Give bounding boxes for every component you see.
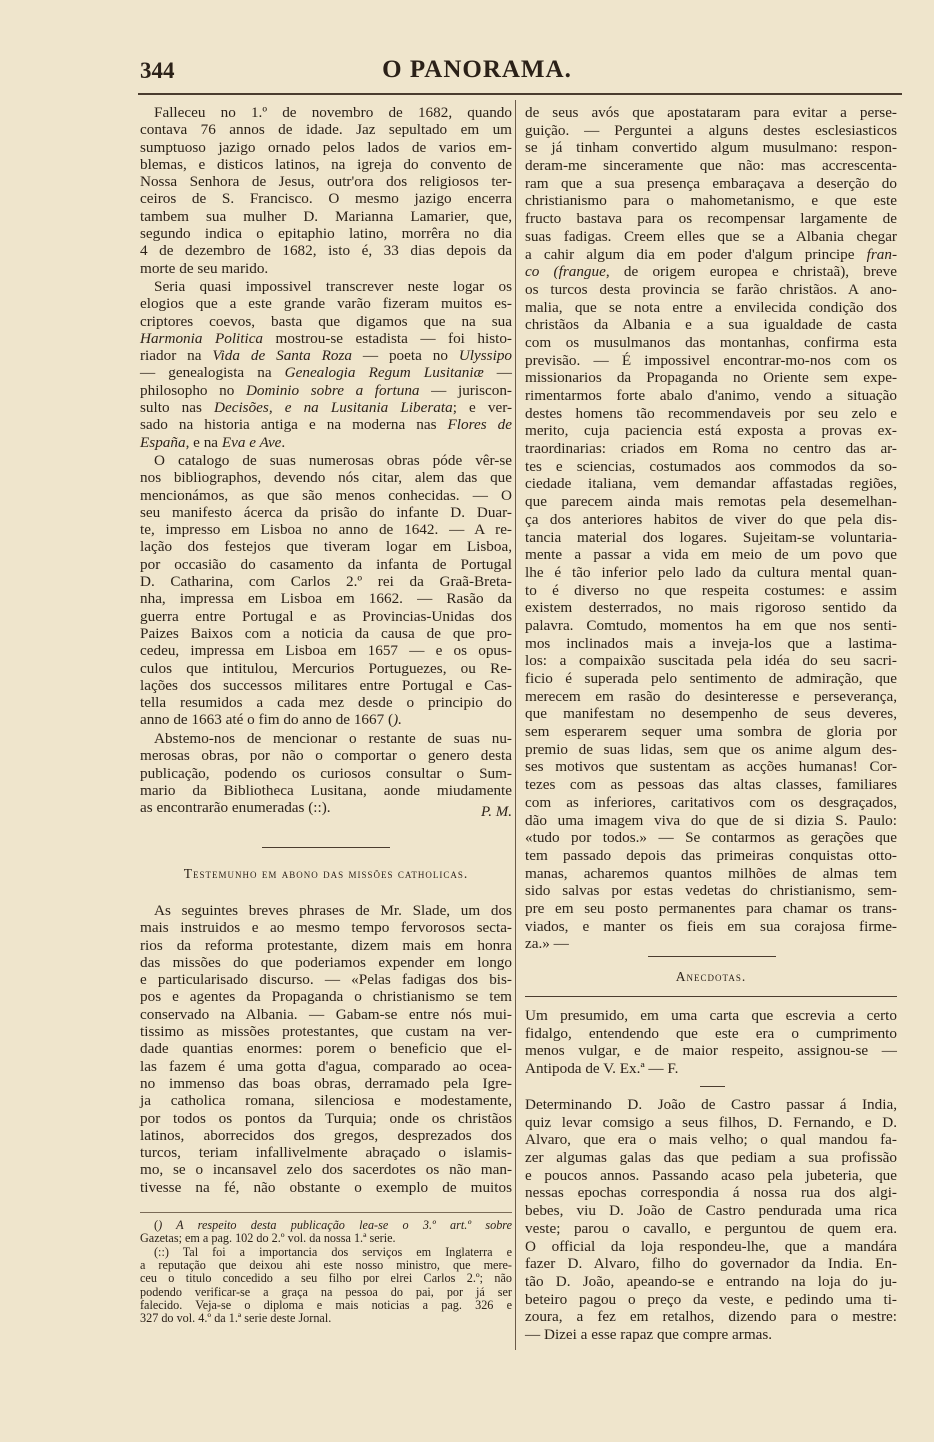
text-line: ciedade italiana, vem demandar affastadas regiões, xyxy=(525,475,897,493)
text-line: merosas obras, por não o comportar o genero desta xyxy=(140,747,512,765)
section-heading: Testemunho em abono das missões catholicas. xyxy=(183,866,469,881)
text-line: por todos os pontos da Turquia; onde os christãos xyxy=(140,1109,512,1127)
text-line: lações dos successos militares entre Portugal e Cas- xyxy=(140,676,512,694)
text-line: ceu o titulo concedido a seu filho por elrei Carlos 2.º; não xyxy=(140,1271,512,1286)
text-line: premio de suas lidas, sem que os anime algum des- xyxy=(525,740,897,758)
text-line: menos vulgar, e de maior respeito, assignou-se — xyxy=(525,1042,897,1060)
text-line: España, e na Eva e Ave. xyxy=(140,433,286,451)
text-line: podendo verificar-se a graça na pessoa do pai, por já ser xyxy=(140,1284,512,1299)
text-line: pre em seu posto permanentes para chamar os trans- xyxy=(525,899,897,917)
text-line: bebes, viu D. João de Castro pendurada uma rica xyxy=(525,1202,897,1220)
section-heading: Anecdotas. xyxy=(675,969,747,984)
text-line: lhe é tão inferior pelo lado da cultura mental quan- xyxy=(525,563,897,581)
footnote xyxy=(140,1219,512,1245)
text-line: que manifestam no desempenho de seus deveres, xyxy=(525,705,897,723)
text-line: turcos, teriam infallivelmente abraçado o islamis- xyxy=(140,1144,512,1162)
text-line: tem passado depois das primeiras conquistas otto- xyxy=(525,846,897,864)
page-number: 344 xyxy=(140,58,175,83)
section-rule xyxy=(525,996,897,997)
text-line: que parecem ainda mais remotas pela desemelhan- xyxy=(525,493,897,511)
text-line: 4 de dezembro de 1682, isto é, 33 dias depois da xyxy=(140,242,512,260)
text-line: culos que intitulou, Mercurios Portuguezes, ou Re- xyxy=(140,659,512,677)
text-line: previsão. — É impossivel encontrar-mo-nos com os xyxy=(525,351,897,369)
text-line: to é diverso no que respeita costumes: e assim xyxy=(525,581,897,599)
text-line: deram-me sinceramente que não: mas accrescenta- xyxy=(525,157,897,175)
text-line: anno de 1663 até o fim do anno de 1667 (). xyxy=(140,711,402,729)
text-line: D. Catharina, com Carlos 2.º rei da Graã-Breta- xyxy=(140,573,512,591)
text-line: os turcos desta provincia se farão christãos. A ano- xyxy=(525,280,897,298)
text-line: Paizes Baixos com a noticia da causa de que pro- xyxy=(140,624,512,642)
text-line: O official da loja respondeu-lhe, que a mandára xyxy=(525,1237,897,1255)
text-line: merecem em rasão do desinteresse e perseverança, xyxy=(525,687,897,705)
text-line: Alvaro, que era o mais velho; o qual mandou fa- xyxy=(525,1131,897,1149)
text-line: ram que a sua presença embaraçava a deserção do xyxy=(525,174,897,192)
text-line: () A respeito desta publicação lea-se o 3.º art.º sobre xyxy=(154,1218,512,1232)
footnote-rule xyxy=(140,1212,512,1213)
text-line: por occasião do casamento da infanta de Portugal xyxy=(140,555,512,573)
text-line: latinos, aborrecidos dos gregos, desprezados dos xyxy=(140,1126,512,1144)
text-line: zoura, a fez em retalhos, dizendo para o mestre: xyxy=(525,1308,897,1326)
text-line: ça dos anteriores habitos de viver do que pela dis- xyxy=(525,510,897,528)
text-line: tella resumidos a cada mez desde o principio do xyxy=(140,694,512,712)
text-line: fructo bastava para os recompensar largamente de xyxy=(525,210,897,228)
text-line: mo, se o incansavel zelo dos sacerdotes os não man- xyxy=(140,1161,512,1179)
text-line: nos bibliographos, devendo nós citar, alem das que xyxy=(140,469,512,487)
text-line: nessas epochas correspondia á nossa rua dos algi- xyxy=(525,1184,897,1202)
text-line: las fazem é uma gotta d'agua, comparado ao ocea- xyxy=(140,1057,512,1075)
text-line: za.» — xyxy=(525,935,569,953)
section-rule xyxy=(648,956,776,957)
text-line: publicação, podendo os curiosos consultar o Sum- xyxy=(140,764,512,782)
text-line: a cahir algum dia em poder d'algum principe fran- xyxy=(525,245,897,263)
author-signature: P. M. xyxy=(481,804,512,820)
text-line: blemas, e disticos latinos, na igreja do convento de xyxy=(140,155,512,173)
anecdote xyxy=(525,1096,897,1344)
text-line: tes e sciencias, costumados aos commodos da so- xyxy=(525,457,897,475)
paragraph xyxy=(140,278,512,451)
text-line: malia, que se nota entre a envilecida condição dos xyxy=(525,298,897,316)
text-line: se já tinham convertido algum musulmano: respon- xyxy=(525,139,897,157)
text-line: philosopho no Dominio sobre a fortuna — juriscon- xyxy=(140,381,512,399)
text-line: ceiros de S. Francisco. O mesmo jazigo encerra xyxy=(140,190,512,208)
text-line: te, impresso em Lisboa no anno de 1642. — A re- xyxy=(140,521,512,539)
text-line: — genealogista na Genealogia Regum Lusitaniæ — xyxy=(140,364,512,382)
text-line: tambem sua mulher D. Marianna Lamarier, que, xyxy=(140,207,512,225)
text-line: elogios que a este grande varão fizeram muitos es- xyxy=(140,295,512,313)
text-line: contava 76 annos de idade. Jaz sepultado em um xyxy=(140,121,512,139)
text-line: Antipoda de V. Ex.ª — F. xyxy=(525,1060,679,1078)
text-line: traordinarias: criados em Roma no centro das ar- xyxy=(525,440,897,458)
text-line: e particularisado discurso. — «Pelas fadigas dos bis- xyxy=(140,971,512,989)
text-line: manas, acharemos quantos milhões de almas tem xyxy=(525,864,897,882)
text-line: fidalgo, entendendo que este era o cumprimento xyxy=(525,1024,897,1042)
text-line: falecido. Veja-se o diploma e mais noticias a pag. 326 e xyxy=(140,1297,512,1312)
text-line: rios da reforma protestante, dizem mais em honra xyxy=(140,936,512,954)
text-line: viados, e manter os fieis em sua corajosa firme- xyxy=(525,917,897,935)
text-line: dade quantias enormes: porem o beneficio que el- xyxy=(140,1040,512,1058)
text-line: fazer D. Alvaro, filho do governador da India. En- xyxy=(525,1255,897,1273)
text-line: 327 do vol. 4.º da 1.ª serie deste Jornal. xyxy=(140,1310,332,1325)
anecdote xyxy=(525,1007,897,1078)
text-line: mos inclinados mais a inveja-los que a lastima- xyxy=(525,634,897,652)
text-line: ficio é superada pelo sentimento de admiração, que xyxy=(525,670,897,687)
paragraph xyxy=(140,104,512,277)
text-line: seu manifesto ácerca da prisão do infante D. Duar- xyxy=(140,503,512,521)
footnote xyxy=(140,1246,512,1325)
text-line: pos e agentes da Propaganda o christianismo se tem xyxy=(140,988,512,1006)
text-line: existem desterrados, no mais rigoroso sentido da xyxy=(525,599,897,617)
paragraph xyxy=(525,104,897,953)
text-line: Determinando D. João de Castro passar á India, xyxy=(525,1096,897,1113)
text-line: das missões do que poderiamos expender em longo xyxy=(140,953,512,971)
text-line: sido salvas por estas vedetas do christianismo, sem- xyxy=(525,882,897,900)
text-line: mencionámos, as que são menos conhecidas. — O xyxy=(140,486,512,504)
text-line: christãos da Albania e a sua igualdade de casta xyxy=(525,316,897,334)
text-line: Um presumido, em uma carta que escrevia a certo xyxy=(525,1007,897,1024)
text-line: «tudo por todos.» — Se contarmos as gerações que xyxy=(525,829,897,847)
text-line: mario da Bibliotheca Lusitana, aonde miudamente xyxy=(140,781,512,799)
text-line: suas fadigas. Creem elles que se a Albania chegar xyxy=(525,227,897,245)
text-line: sado na historia antiga e na moderna nas Flores de xyxy=(140,416,512,434)
text-line: missionarios da Propaganda no Oriente sem expe- xyxy=(525,369,897,387)
text-line: nha, impressa em Lisboa em 1662. — Rasão da xyxy=(140,590,512,608)
text-line: Abstemo-nos de mencionar o restante de suas nu- xyxy=(154,730,512,747)
text-line: sem esperarem sequer uma sombra de gloria por xyxy=(525,723,897,741)
text-line: guerra entre Portugal e as Provincias-Unidas dos xyxy=(140,607,512,625)
anecdote-separator xyxy=(700,1086,725,1087)
text-line: com os musulmanos das montanhas, confirma esta xyxy=(525,333,897,351)
text-line: no immenso das boas obras, derramado pela Igre- xyxy=(140,1074,512,1092)
text-line: e poucos annos. Passando acaso pela jubeteria, que xyxy=(525,1166,897,1184)
section-rule xyxy=(262,847,390,848)
text-line: los: a compaixão suscitada pela idéa do seu sacri- xyxy=(525,652,897,670)
text-line: tivesse na fé, não obstante o exemplo de muitos xyxy=(140,1178,512,1196)
text-line: ja catholica romana, silenciosa e modestamente, xyxy=(140,1092,512,1110)
text-line: cedeu, impressa em Lisboa em 1657 — e os opus- xyxy=(140,642,512,660)
text-line: (::) Tal foi a importancia dos serviços em Inglaterra e xyxy=(154,1245,512,1259)
text-line: conservado na Albania. — Gabam-se entre nós mui- xyxy=(140,1005,512,1023)
text-line: tezes com as pessoas das altas classes, familiares xyxy=(525,776,897,794)
text-line: Gazetas; em a pag. 102 do 2.º vol. da nossa 1.ª serie. xyxy=(140,1231,396,1246)
text-line: veste; parou o cavallo, e perguntou de quem era. xyxy=(525,1219,897,1237)
text-line: ses motivos que sustentam as acções humanas! Cor- xyxy=(525,758,897,776)
text-line: Seria quasi impossivel transcrever neste logar os xyxy=(154,278,512,295)
text-line: segundo indica o epitaphio latino, morrêra no dia xyxy=(140,225,512,243)
text-line: beteiro pagou o preço da veste, e pedindo uma ti- xyxy=(525,1290,897,1308)
text-line: destes homens tão recommendaveis por seu zelo e xyxy=(525,404,897,422)
text-line: criptores coevos, basta que digamos que na sua xyxy=(140,312,512,330)
text-line: O catalogo de suas numerosas obras póde vêr-se xyxy=(154,452,512,469)
text-line: sumptuoso jazigo ornado pelos lados de varios em- xyxy=(140,138,512,156)
paragraph xyxy=(140,452,512,729)
text-line: com as inferiores, caritativos com os desgraçados, xyxy=(525,793,897,811)
text-line: lação dos festejos que tiveram logar em Lisboa, xyxy=(140,538,512,556)
text-line: guição. — Perguntei a alguns destes esclesiasticos xyxy=(525,121,897,139)
text-line: Harmonia Politica mostrou-se estadista — foi histo- xyxy=(140,329,512,347)
text-line: Nossa Senhora de Jesus, outr'ora dos religiosos ter- xyxy=(140,173,512,191)
paragraph xyxy=(140,902,512,1196)
text-line: a reputação que deixou ahi este nosso ministro, que mere- xyxy=(140,1258,512,1273)
text-line: tissimo as missões protestantes, que custam na ver- xyxy=(140,1023,512,1041)
text-line: christianismo para o mahometanismo, e que este xyxy=(525,192,897,210)
text-line: — Dizei a esse rapaz que compre armas. xyxy=(525,1325,773,1343)
text-line: zer algumas galas das que pediam a sua profissão xyxy=(525,1149,897,1167)
column-divider xyxy=(515,100,516,1350)
text-line: sulto nas Decisões, e na Lusitania Liberata; e ver- xyxy=(140,399,513,417)
text-line: merito, cuja paciencia está exposta a provas ex- xyxy=(525,422,897,440)
text-line: quiz levar comsigo a seus filhos, D. Fernando, e D. xyxy=(525,1113,897,1131)
text-line: tão D. João, apeando-se e entrando na loja do ju- xyxy=(525,1272,897,1290)
text-line: riador na Vida de Santa Roza — poeta no Ulyssipo xyxy=(140,347,512,365)
text-line: rimentarmos forte abalo d'animo, vendo a situação xyxy=(525,387,897,404)
text-line: mais instruidos e ao mesmo tempo fervorosos secta- xyxy=(140,919,512,937)
text-line: de seus avós que apostataram para evitar a perse- xyxy=(525,104,897,121)
text-line: dão uma imagem viva do que de si dizia S. Paulo: xyxy=(525,811,897,829)
text-line: As seguintes breves phrases de Mr. Slade, um dos xyxy=(154,902,512,919)
header-rule xyxy=(138,93,902,95)
text-line: Falleceu no 1.º de novembro de 1682, quando xyxy=(154,104,512,121)
text-line: co (frangue, de origem europea e christaã), breve xyxy=(525,263,897,281)
text-line: palavra. Comtudo, momentos ha em que nos senti- xyxy=(525,616,897,634)
text-line: as encontrarão enumeradas (::). xyxy=(140,799,331,817)
journal-title: O PANORAMA. xyxy=(382,56,572,83)
text-line: mente a passar a vida em meio de um povo que xyxy=(525,546,897,564)
text-line: morte de seu marido. xyxy=(140,259,269,277)
text-line: tancia material dos logares. Sujeitam-se voluntaria- xyxy=(525,528,897,546)
